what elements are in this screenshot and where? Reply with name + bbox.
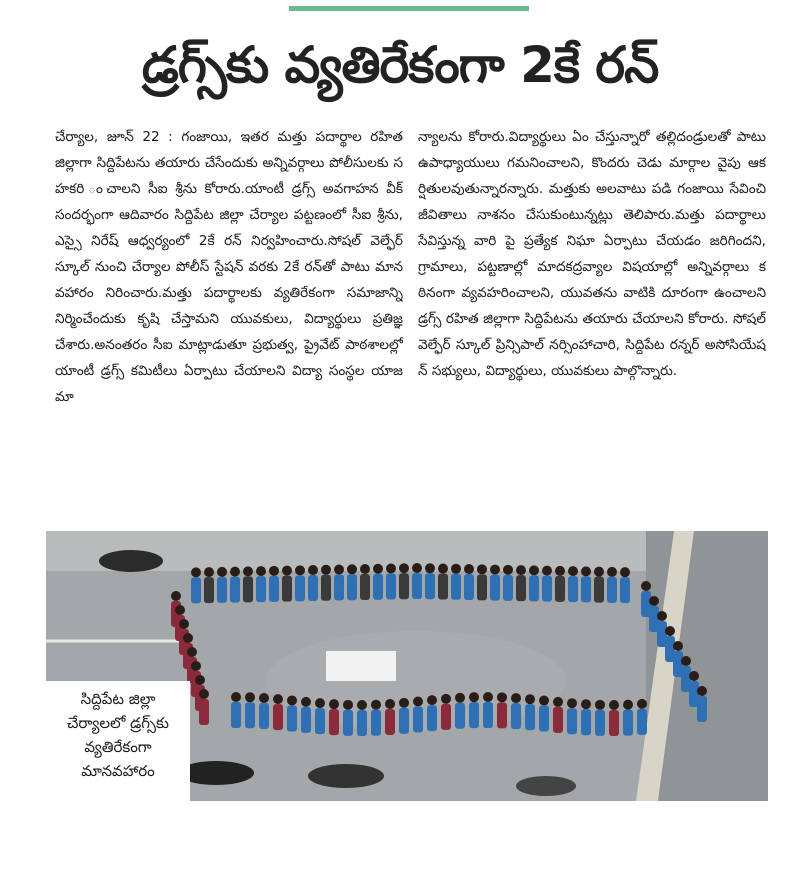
person-figure — [469, 692, 479, 728]
person-figure — [231, 692, 241, 728]
person-figure — [525, 694, 535, 730]
person-figure — [503, 565, 513, 601]
person-figure — [511, 693, 521, 729]
person-figure — [595, 700, 605, 736]
person-figure — [412, 563, 422, 599]
person-figure — [455, 693, 465, 729]
person-figure — [568, 566, 578, 602]
caption-line: మానవహారం — [81, 762, 155, 780]
person-figure — [451, 564, 461, 600]
person-figure — [399, 563, 409, 599]
person-figure — [607, 567, 617, 603]
person-figure — [343, 700, 353, 736]
person-figure — [464, 564, 474, 600]
person-figure — [357, 700, 367, 736]
headline: డ్రగ్స్‌కు వ్యతిరేకంగా 2కే రన్ — [141, 36, 659, 94]
news-photo — [46, 531, 768, 801]
person-figure — [269, 566, 279, 602]
person-figure — [413, 696, 423, 732]
person-figure — [308, 565, 318, 601]
person-figure — [567, 698, 577, 734]
top-accent-rule — [289, 6, 529, 11]
person-figure — [360, 564, 370, 600]
person-figure — [594, 567, 604, 603]
person-figure — [295, 565, 305, 601]
caption-line: వ్యతిరేకంగా — [84, 738, 152, 756]
person-figure — [273, 694, 283, 730]
person-figure — [497, 692, 507, 728]
person-figure — [399, 698, 409, 734]
person-figure — [371, 700, 381, 736]
person-figure — [315, 698, 325, 734]
person-figure — [301, 697, 311, 733]
person-figure — [542, 566, 552, 602]
person-figure — [477, 564, 487, 600]
person-figure — [287, 695, 297, 731]
person-figure — [438, 564, 448, 600]
person-figure — [329, 699, 339, 735]
photo-caption — [46, 681, 190, 801]
person-figure — [555, 566, 565, 602]
person-figure — [385, 699, 395, 735]
person-figure — [553, 697, 563, 733]
caption-line: చేర్యాలలో డ్రగ్స్‌కు — [67, 714, 169, 732]
person-figure — [441, 694, 451, 730]
person-figure — [516, 565, 526, 601]
article-column-left: చేర్యాల, జూన్ 22 : గంజాయి, ఇతర మత్తు పదార్థాల రహిత జిల్లాగా సిద్దిపేటను తయారు చేసేందుకు అన్నివర్గాలు పోలీసులకు సహకరి ంచాలని సీఐ శ్రీను కోరారు.యాంటీ డ్రగ్స్ అవగాహన వీక్ సందర్భంగా ఆదివారం సిద్దిపేట జిల్లా చేర్యాల పట్టణంలో సీఐ శ్రీను, ఎస్సై నిరేష్ ఆధ్వర్యంలో 2కే రన్ నిర్వహించారు.సోషల్ వెల్ఫేర్ స్కూల్ నుంచి చేర్యాల పోలీస్ స్టేషన్ వరకు 2కే రన్‌తో పాటు మానవహారం నిరించారు.మత్తు పదార్థాలకు వ్యతిరేకంగా సమాజాన్ని నిర్మించేందుకు కృషి చేస్తామని యువకులు, విద్యార్థులు ప్రతిజ్ఞ చేశారు.అనంతరం సీఐ మాట్లాడుతూ ప్రభుత్వ, ప్రైవేట్ పాఠశాలల్లో యాంటీ డ్రగ్స్ కమిటీలు ఏర్పాటు చేయాలని విద్యా సంస్థల యాజమా — [55, 129, 403, 405]
person-figure — [217, 567, 227, 603]
person-figure — [425, 563, 435, 599]
person-figure — [623, 700, 633, 736]
person-figure — [282, 566, 292, 602]
person-figure — [427, 695, 437, 731]
person-figure — [191, 567, 201, 603]
person-figure — [245, 692, 255, 728]
person-figure — [373, 564, 383, 600]
person-figure — [581, 699, 591, 735]
person-figure — [386, 564, 396, 600]
person-figure — [609, 700, 619, 736]
person-figure — [483, 692, 493, 728]
article-column-right: న్యాలను కోరారు.విద్యార్థులు ఏం చేస్తున్నారో తల్లిదండ్రులతో పాటు ఉపాధ్యాయులు గమనించాలని, కొందరు చెడు మార్గాల వైపు ఆకర్షితులవుతున్నారన్నారు. మత్తుకు అలవాటు పడి గంజాయి సేవించి జీవితాలు నాశనం చేసుకుంటున్నట్లు తెలిపారు.మత్తు పదార్థాలు సేవిస్తున్న వారి పై ప్రత్యేక నిఘా ఏర్పాటు చేయడం జరిగిందని, గ్రామాలు, పట్టణాల్లో మాదకద్రవ్యాల విషయాల్లో అన్నివర్గాలు కఠినంగా వ్యవహరించాలని, యువతను వాటికి దూరంగా ఉంచాలని డ్రగ్స్ రహిత జిల్లాగా సిద్దిపేటను తయారు చేయాలని కోరారు. సోషల్ వెల్ఫేర్ స్కూల్ ప్రిన్సిపాల్ నర్సింహాచారి, సిద్దిపేట రన్నర్ అసోసియేషన్ సభ్యులు, విద్యార్థులు, యువకులు పాల్గొన్నారు. — [418, 129, 766, 379]
person-figure — [334, 565, 344, 601]
person-figure — [230, 567, 240, 603]
person-figure — [539, 696, 549, 732]
person-figure — [529, 565, 539, 601]
person-figure — [347, 564, 357, 600]
person-figure — [199, 689, 209, 725]
person-figure — [321, 565, 331, 601]
person-figure — [490, 565, 500, 601]
person-figure — [581, 566, 591, 602]
caption-line: సిద్దిపేట జిల్లా — [80, 690, 156, 708]
person-figure — [620, 567, 630, 603]
person-figure — [256, 566, 266, 602]
person-figure — [259, 693, 269, 729]
person-figure — [637, 699, 647, 735]
person-figure — [697, 686, 707, 722]
person-figure — [243, 566, 253, 602]
person-figure — [204, 567, 214, 603]
